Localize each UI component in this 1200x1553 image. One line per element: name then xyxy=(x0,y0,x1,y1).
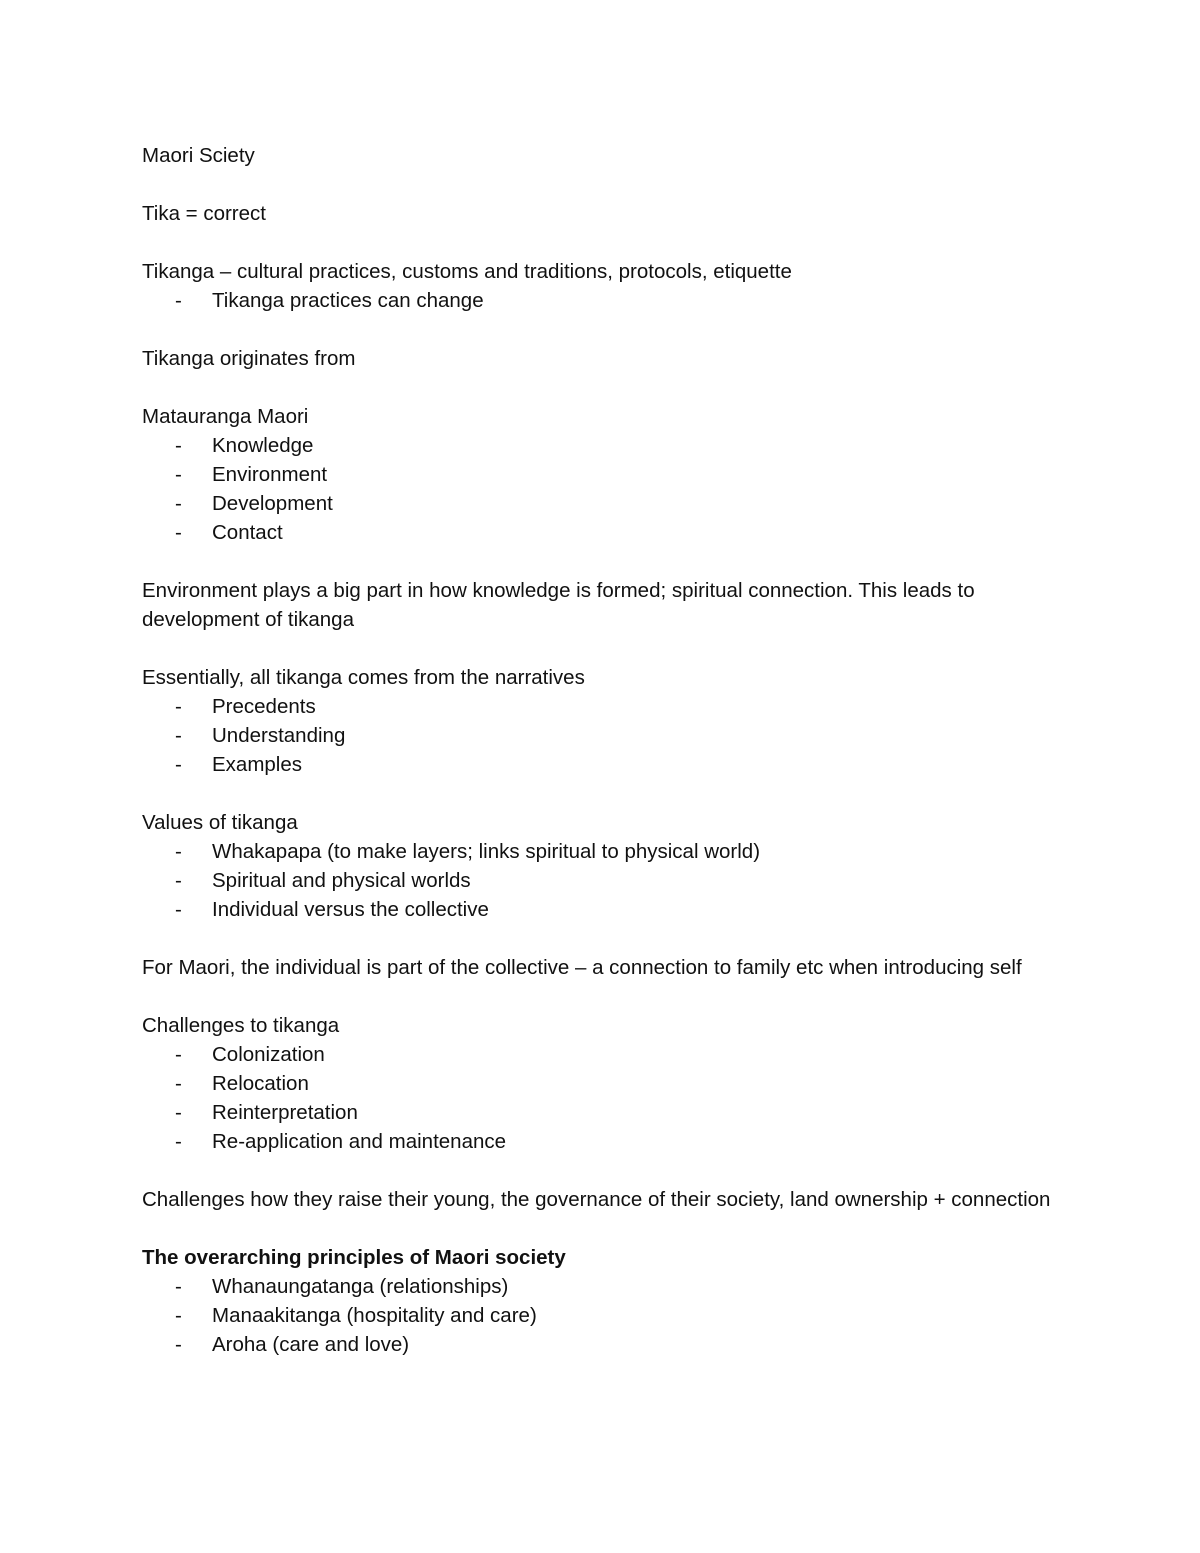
list-item xyxy=(142,1127,1072,1156)
list-item xyxy=(142,1040,1072,1069)
tikanga-originates: Tikanga originates from xyxy=(142,347,356,370)
list-item-text: Individual versus the collective xyxy=(212,898,489,921)
bullet-dash: - xyxy=(175,753,182,776)
bullet-dash: - xyxy=(175,840,182,863)
matauranga-heading: Matauranga Maori xyxy=(142,405,309,428)
challenges-paragraph: Challenges how they raise their young, the governance of their society, land ownership + connection xyxy=(142,1188,1051,1211)
principles-list xyxy=(142,1272,1072,1359)
list-item xyxy=(142,721,1072,750)
list-item-text: Contact xyxy=(212,521,283,544)
list-item xyxy=(142,1301,1072,1330)
list-item-text: Colonization xyxy=(212,1043,325,1066)
list-item-text: Whanaungatanga (relationships) xyxy=(212,1275,509,1298)
list-item-text: Environment xyxy=(212,463,328,486)
bullet-dash: - xyxy=(175,1130,182,1153)
bullet-dash: - xyxy=(175,1304,182,1327)
list-item-text: Whakapapa (to make layers; links spiritual to physical world) xyxy=(212,840,761,863)
list-item-text: Relocation xyxy=(212,1072,309,1095)
bullet-dash: - xyxy=(175,724,182,747)
list-item-text: Spiritual and physical worlds xyxy=(212,869,471,892)
bullet-dash: - xyxy=(175,1043,182,1066)
list-item-text: Aroha (care and love) xyxy=(212,1333,410,1356)
bullet-dash: - xyxy=(175,492,182,515)
list-item-text: Development xyxy=(212,492,333,515)
bullet-dash: - xyxy=(175,289,182,312)
list-item xyxy=(142,1272,1072,1301)
list-item xyxy=(142,1098,1072,1127)
tika-definition: Tika = correct xyxy=(142,202,266,225)
tikanga-list xyxy=(142,286,1072,315)
list-item xyxy=(142,489,1072,518)
list-item xyxy=(142,692,1072,721)
bullet-dash: - xyxy=(175,463,182,486)
challenges-heading: Challenges to tikanga xyxy=(142,1014,340,1037)
list-item-text: Precedents xyxy=(212,695,316,718)
bullet-dash: - xyxy=(175,695,182,718)
list-item-text: Understanding xyxy=(212,724,346,747)
list-item xyxy=(142,1330,1072,1359)
document-title: Maori Sciety xyxy=(142,144,255,167)
narratives-heading: Essentially, all tikanga comes from the narratives xyxy=(142,666,585,689)
values-list xyxy=(142,837,1072,924)
bullet-dash: - xyxy=(175,898,182,921)
list-item xyxy=(142,837,1072,866)
list-item xyxy=(142,460,1072,489)
list-item-text: Tikanga practices can change xyxy=(212,289,484,312)
challenges-list xyxy=(142,1040,1072,1156)
document-page xyxy=(142,141,1072,1388)
list-item-text: Re-application and maintenance xyxy=(212,1130,507,1153)
tikanga-definition: Tikanga – cultural practices, customs and traditions, protocols, etiquette xyxy=(142,260,792,283)
matauranga-list xyxy=(142,431,1072,547)
collective-paragraph: For Maori, the individual is part of the collective – a connection to family etc when introducing self xyxy=(142,956,1022,979)
list-item xyxy=(142,286,1072,315)
list-item xyxy=(142,895,1072,924)
list-item-text: Examples xyxy=(212,753,303,776)
list-item xyxy=(142,431,1072,460)
list-item xyxy=(142,518,1072,547)
environment-paragraph: Environment plays a big part in how knowledge is formed; spiritual connection. This leads to development of tikanga xyxy=(142,579,975,631)
values-heading: Values of tikanga xyxy=(142,811,298,834)
list-item-text: Manaakitanga (hospitality and care) xyxy=(212,1304,537,1327)
bullet-dash: - xyxy=(175,1072,182,1095)
list-item xyxy=(142,1069,1072,1098)
narratives-list xyxy=(142,692,1072,779)
list-item xyxy=(142,866,1072,895)
bullet-dash: - xyxy=(175,521,182,544)
list-item xyxy=(142,750,1072,779)
principles-heading: The overarching principles of Maori society xyxy=(142,1246,566,1269)
list-item-text: Knowledge xyxy=(212,434,314,457)
bullet-dash: - xyxy=(175,869,182,892)
bullet-dash: - xyxy=(175,1333,182,1356)
bullet-dash: - xyxy=(175,1275,182,1298)
bullet-dash: - xyxy=(175,1101,182,1124)
bullet-dash: - xyxy=(175,434,182,457)
list-item-text: Reinterpretation xyxy=(212,1101,358,1124)
